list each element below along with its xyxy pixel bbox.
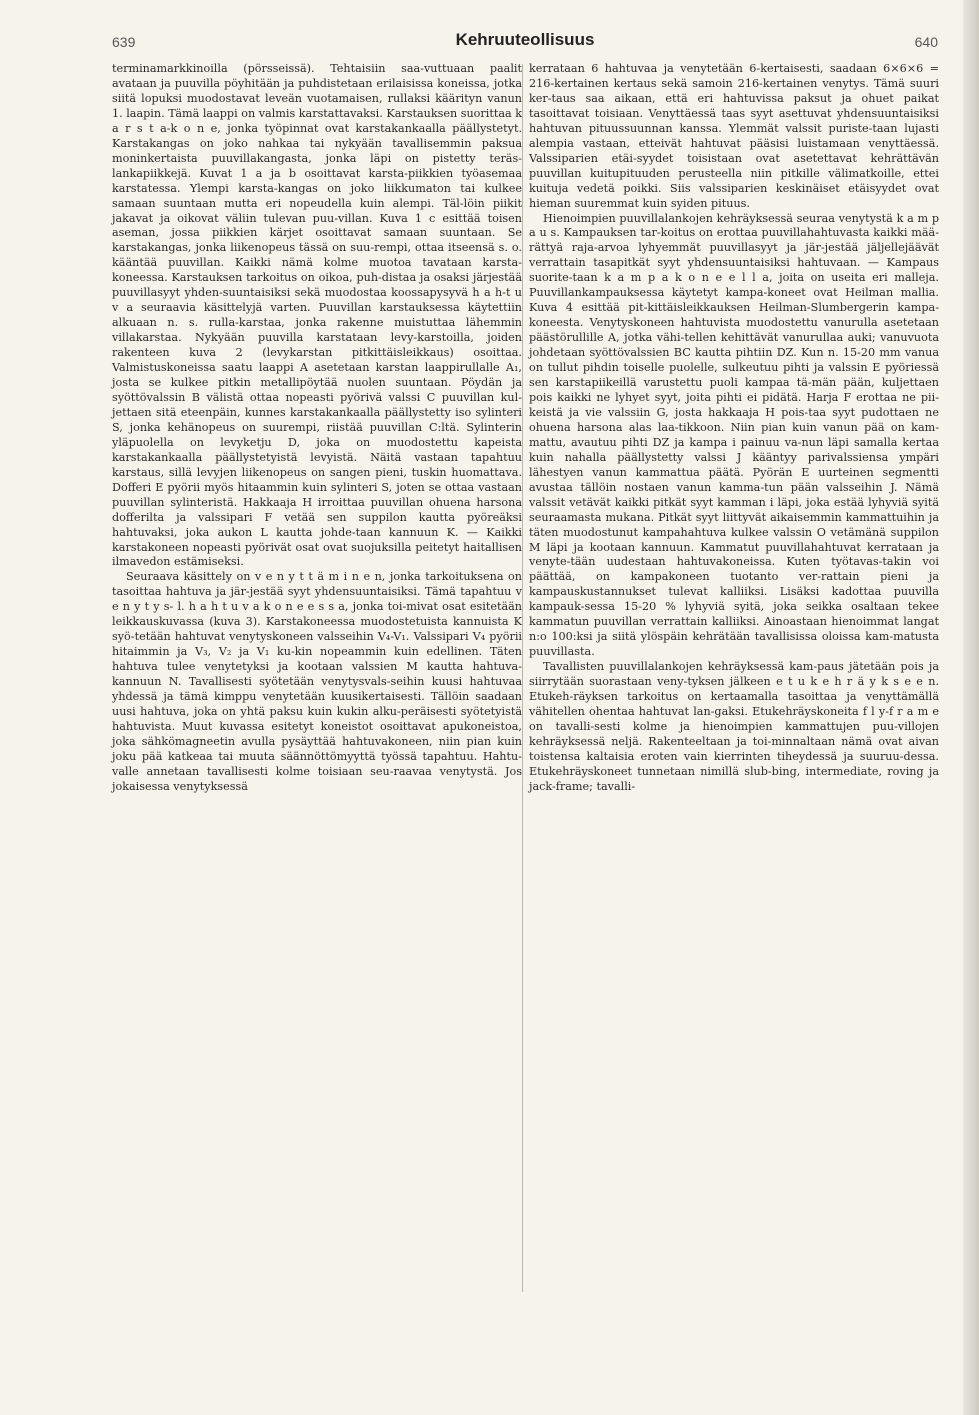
column-divider: [522, 64, 523, 1292]
paragraph: Tavallisten puuvillalankojen kehräyksessä kam-paus jätetään pois ja siirrytään suorastaan veny-tyksen jälkeen e t u k e h r ä y k s e e n. Etukeh-räyksen tarkoitus on kertaamalla tasoittaa ja venyttämällä vähitellen ohentaa hahtuvat lan-gaksi. Etukehräyskoneita f l y-f r a m e on tavalli-sesti kolme ja hienoimpien kammattujen puu-villojen kehräyksessä neljä. Rakenteeltaan ja toi-minnaltaan nämä ovat aivan toistensa kaltaisia eroten vain kierrinten tiheydessä ja suuruu-dessa. Etukehräyskoneet tunnetaan nimillä slub-bing, intermediate, roving ja jack-frame; tavalli-: [529, 660, 939, 793]
page-header: [112, 30, 938, 54]
page-number-left: 639: [112, 34, 136, 50]
paragraph: kerrataan 6 hahtuvaa ja venytetään 6-kertaisesti, saadaan 6×6×6 = 216-kertainen kertaus sekä samoin 216-kertainen venytys. Tämä suuri ker-taus saa aikaan, että eri hahtuvissa paksut ja ohuet paikat tasoittavat toisiaan. Venyttäessä taas syyt asettuvat yhdensuuntaisiksi hahtuvan pituussuunnan kanssa. Ylemmät valssit puriste-taan lujasti alempia vastaan, etteivät hahtuvat pääsisi luistamaan venyttäessä. Valssiparien etäi-syydet toisistaan ovat asetettavat kehrättävän puuvillan kuitupituuden perusteella niin pitkille välimatkoille, ettei kuituja vedetä poikki. Siis valssiparien keskinäiset etäisyydet ovat hieman suuremmat kuin syiden pituus.: [529, 62, 939, 210]
paragraph: Hienoimpien puuvillalankojen kehräyksessä seuraa venytystä k a m p a u s. Kampauksen tar-koitus on erottaa puuvillahahtuvasta kaikki mää-rättyä raja-arvoa lyhyemmät puuvillasyyt ja jär-jestää jäljellejäävät verrattain tasapitkät syyt yhdensuuntaisiksi hahtuvaan. — Kampaus suorite-taan k a m p a k o n e e l l a, joita on useita eri malleja. Puuvillankampauksessa käytetyt kampa-koneet ovat Heilman mallia. Kuva 4 esittää pit-kittäisleikkauksen Heilman-Slumbergerin kampa-koneesta. Venytyskoneen hahtuvista muodostettu vanurulla asetetaan päästörullille A, jotka vähi-tellen kehittävät vanurullaa auki; vanuvuota johdetaan syöttövalssien BC kautta pihtiin DZ. Kun n. 15-20 mm vanua on tullut pihdin toiselle puolelle, sulkeutuu pihti ja valssin E pyöriessä sen karstapiikeillä varustettu puoli kampaa tä-män pään, kuljettaen pois kaikki ne lyhyet syyt, joita pihti ei pidätä. Harja F erottaa ne pii-keistä ja vie valssiin G, josta hakkaaja H pois-taa syyt pudottaen ne ohuena harsona alas laa-tikkoon. Niin pian kuin vanun pää on kam-mattu, avautuu pihti DZ ja kampa i painuu va-nun läpi samalla kertaa kuin nahalla päällystetty valssi J kääntyy parivalssiensa ympäri lähestyen vanun kammattua päätä. Pyörän E uurteinen segmentti avustaa tällöin nostaen vanun kamma-tun pään valsseihin J. Nämä valssit vetävät kaikki pitkät syyt kamman i läpi, joka estää lyhyviä syitä seuraamasta mukana. Pitkät syyt liittyvät aikaisemmin kammattuihin ja täten muodostunut kampahahtuva kulkee valssin O vetämänä suppilon M läpi ja kootaan kannuun. Kammatut puuvillahahtuvat kerrataan ja venyte-tään uudestaan hahtuvakoneissa. Kuten työtavas-takin voi päättää, on kampakoneen tuotanto ver-rattain pieni ja kampauskustannukset tulevat kalliiksi. Lisäksi kadottaa puuvilla kampauk-sessa 15-20 % lyhyviä syitä, joka seikka osaltaan tekee kammatun puuvillan verrattain kalliiksi. Ainoastaan hienoimmat langat n:o 100:ksi ja siitä ylöspäin kehrätään tavallisissa oloissa kam-matusta puuvillasta.: [529, 211, 939, 659]
page-edge: [963, 0, 979, 1415]
page-title: Kehruuteollisuus: [455, 30, 595, 49]
page-number-right: 640: [914, 34, 938, 50]
paragraph: Seuraava käsittely on v e n y t t ä m i n e n, jonka tarkoituksena on tasoittaa hahtuva ja jär-jestää syyt yhdensuuntaisiksi. Tämä tapahtuu v e n y t y s- l. h a h t u v a k o n e e s s a, jonka toi-mivat osat esitetään leikkauskuvassa (kuva 3). Karstakoneessa muodostetuista kannuista K syö-tetään hahtuvat venytyskoneen valsseihin V₄-V₁. Valssipari V₄ pyörii hitaimmin ja V₃, V₂ ja V₁ ku-kin nopeammin kuin edellinen. Täten hahtuva tulee venytetyksi ja kootaan valssien M kautta hahtuva-kannuun N. Tavallisesti syötetään venytysvals-seihin kuusi hahtuvaa yhdessä ja tämä kimppu venytetään kuusikertaisesti. Tällöin saadaan uusi hahtuva, joka on yhtä paksu kuin kukin alku-peräisesti syötetyistä hahtuvista. Muut kuvassa esitetyt koneistot osoittavat apukoneistoa, joka sähkömagneetin avulla pysäyttää hahtuvakoneen, niin pian kuin joku pää katkeaa tai muuta säännöttömyyttä työssä tapahtuu. Hahtu-valle annetaan tavallisesti kolme toisiaan seu-raavaa venytystä. Jos jokaisessa venytyksessä: [112, 570, 522, 793]
left-column: [112, 62, 522, 795]
right-column: [529, 62, 939, 795]
paragraph: terminamarkkinoilla (pörsseissä). Tehtaisiin saa-vuttuaan paalit avataan ja puuvilla pöyhitään ja puhdistetaan erilaisissa koneissa, jotka siitä lopuksi muodostavat leveän vuotamaisen, rullaksi käärityn vanun 1. laapin. Tämä laappi on valmis karstattavaksi. Karstauksen suorittaa k a r s t a-k o n e, jonka työpinnat ovat karstakankaalla päällystetyt. Karstakangas on joko nahkaa tai nykyään tavallisemmin paksua moninkertaista puuvillakangasta, jonka läpi on pistetty teräs-lankapiikkejä. Kuvat 1 a ja b osoittavat karsta-piikkien työasemaa karstatessa. Ylempi karsta-kangas on joko liikkumaton tai kulkee samaan suuntaan mutta eri nopeudella kuin alempi. Täl-löin piikit jakavat ja oikovat väliin tulevan puu-villan. Kuva 1 c esittää toisen aseman, jossa piikkien kärjet osoittavat samaan suuntaan. Se karstakangas, jonka liikenopeus tässä on suu-rempi, ottaa itseensä s. o. kääntää puuvillan. Kaikki nämä kolme muotoa tavataan karsta-koneessa. Karstauksen tarkoitus on oikoa, puh-distaa ja osaksi järjestää puuvillasyyt yhden-suuntaisiksi sekä muodostaa koossapysyvä h a h-t u v a seuraavia käsittelyjä varten. Puuvillan karstauksessa käytettiin alkuaan n. s. rulla-karstaa, jonka rakenne muistuttaa lähemmin villakarstaa. Nykyään puuvilla karstataan levy-karstoilla, joiden rakenteen kuva 2 (levykarstan pitkittäisleikkaus) osoittaa. Valmistuskoneissa saatu laappi A asetetaan karstan laappirullalle A₁, josta se kulkee pitkin metallipöytää nuolen suuntaan. Pöydän ja syöttövalssin B välistä ottaa nopeasti pyörivä valssi C puuvillan kul-jettaen sitä eteenpäin, kunnes karstakankaalla päällystetty iso sylinteri S, jonka kehänopeus on suurempi, riistää puuvillan C:ltä. Sylinterin yläpuolella on levyketju D, joka on muodostettu kapeista karstakankaalla päällystetyistä levyistä. Näitä vastaan tapahtuu karstaus, sillä levyjen liikenopeus on sangen pieni, tuskin huomattava. Dofferi E pyörii myös hitaammin kuin sylinteri S, joten se ottaa vastaan puuvillan sylinteristä. Hakkaaja H irroittaa puuvillan ohuena harsona dofferilta ja valssipari F vetää sen suppilon kautta pyöreäksi hahtuvaksi, joka aukon L kautta johde-taan kannuun K. — Kaikki karstakoneen nopeasti pyörivät osat ovat suojuksilla peitetyt haitallisen ilmavedon estämiseksi.: [112, 62, 523, 569]
